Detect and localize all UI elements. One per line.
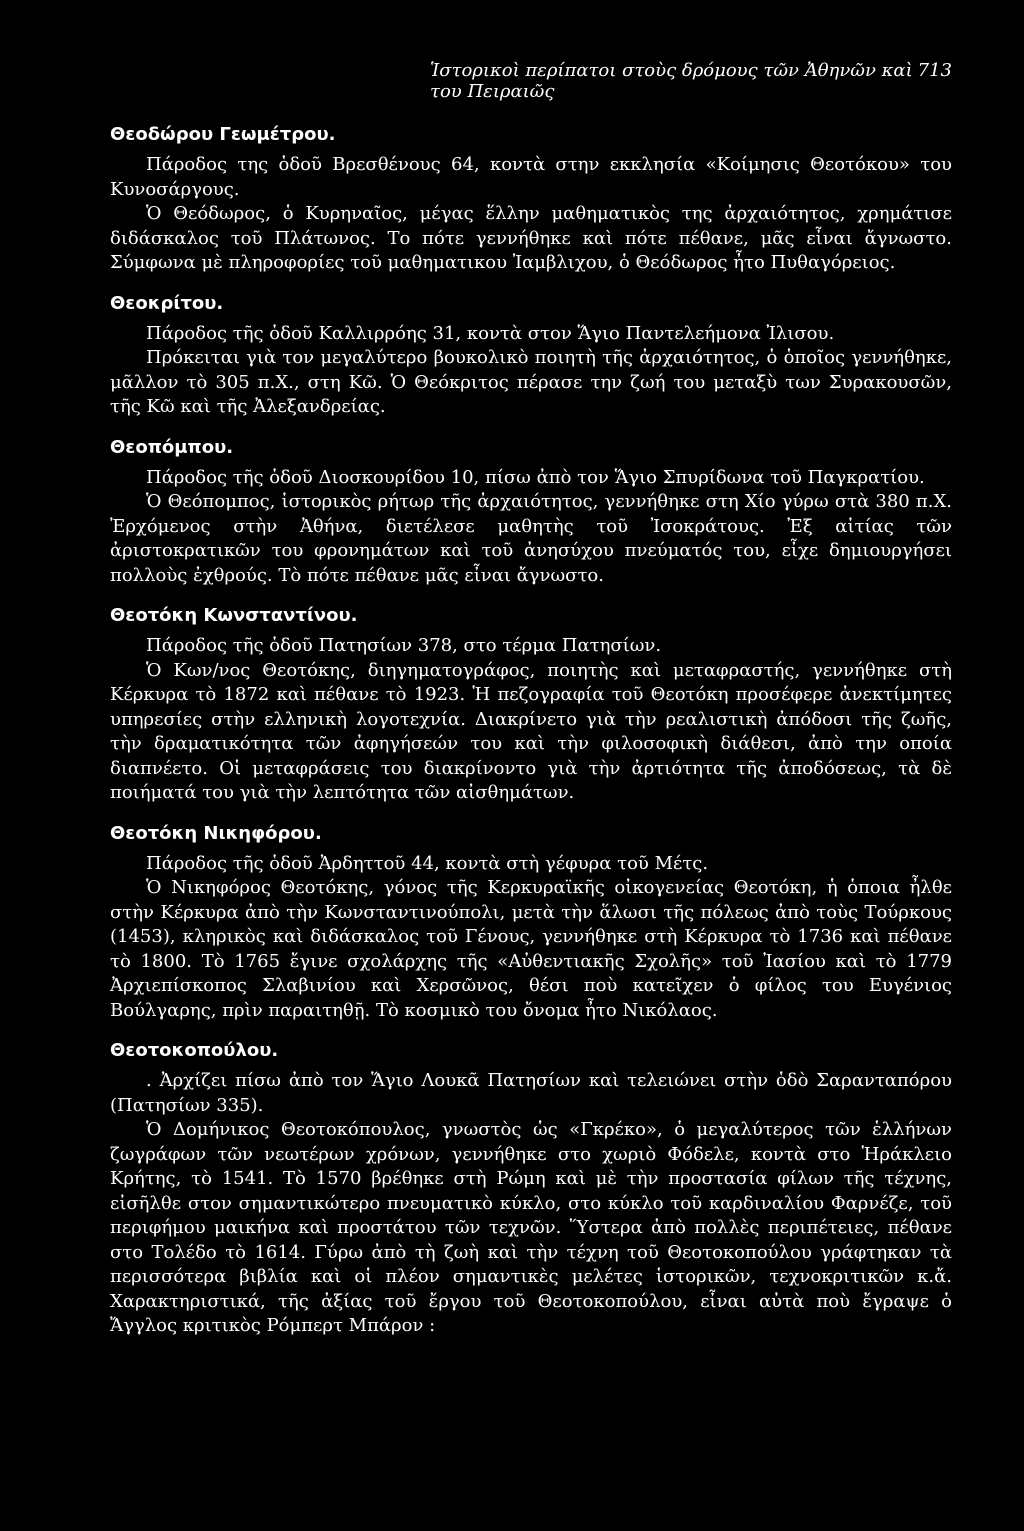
page-number: 713 xyxy=(917,60,952,81)
entry-location: Πάροδος τῆς ὁδοῦ Καλλιρρόης 31, κοντὰ στον Ἅγιο Παντελεήμονα Ἰλισου. xyxy=(146,322,835,344)
entry-heading: Θεοτόκη Νικηφόρου. xyxy=(110,822,322,844)
entry-description: Ὁ Θεόπομπος, ἱστορικὸς ρήτωρ τῆς ἀρχαιότητος, γεννήθηκε στη Χίο γύρω στὰ 380 π.Χ. Ἐρχόμενος στὴν Ἀθήνα, διετέλεσε μαθητὴς τοῦ Ἰσοκράτους. Ἐξ αἰτίας τῶν ἀριστοκρατικῶν του φρονημάτων καὶ τοῦ ἀνησύχου πνεύματός του, εἶχε δημιουργήσει πολλοὺς ἐχθρούς. Τὸ πότε πέθανε μᾶς εἶναι ἄγνωστο. xyxy=(110,491,952,586)
entry-heading: Θεοτοκοπούλου. xyxy=(110,1040,279,1061)
page-body xyxy=(110,124,952,1339)
entry-heading: Θεοτόκη Κωνσταντίνου. xyxy=(110,605,358,626)
entry-description: Ὁ Θεόδωρος, ὁ Κυρηναῖος, μέγας ἕλλην μαθηματικὸς της ἀρχαιότητος, χρημάτισε διδάσκαλος τοῦ Πλάτωνος. Το πότε γεννήθηκε καὶ πότε πέθανε, μᾶς εἶναι ἄγνωστο. Σύμφωνα μὲ πληροφορίες τοῦ μαθηματικου Ἰαμβλιχου, ὁ Θεόδωρος ἦτο Πυθαγόρειος. xyxy=(110,203,952,273)
entry-description: Πρόκειται γιὰ τον μεγαλύτερο βουκολικὸ ποιητὴ τῆς ἀρχαιότητος, ὁ ὁποῖος γεννήθηκε, μᾶλλον τὸ 305 π.Χ., στη Κῶ. Ὁ Θεόκριτος πέρασε την ζωή του μεταξὺ των Συρακουσῶν, τῆς Κῶ καὶ τῆς Ἀλεξανδρείας. xyxy=(110,347,952,417)
entry-heading: Θεοπόμπου. xyxy=(110,436,234,458)
entry-theodorou-geometrou xyxy=(110,124,952,276)
entry-theopompou xyxy=(110,437,952,589)
entry-theokritou xyxy=(110,293,952,420)
entry-location: Πάροδος τῆς ὁδοῦ Διοσκουρίδου 10, πίσω ἀπὸ τον Ἅγιο Σπυρίδωνα τοῦ Παγκρατίου. xyxy=(146,466,925,488)
entry-theotoki-nikiforou xyxy=(110,823,952,1024)
running-title: Ἱστορικοὶ περίπατοι στοὺς δρόμους τῶν Ἀθηνῶν καὶ του Πειραιῶς xyxy=(430,60,913,102)
running-header xyxy=(430,60,952,102)
entry-location: Πάροδος τῆς ὁδοῦ Ἀρδηττοῦ 44, κοντὰ στὴ γέφυρα τοῦ Μέτς. xyxy=(146,852,709,874)
entry-theotoki-konstantinou xyxy=(110,605,952,806)
entry-location: Πάροδος της ὁδοῦ Βρεσθένους 64, κοντὰ στην εκκλησία «Κοίμησις Θεοτόκου» του Κυνοσάργους. xyxy=(110,154,952,200)
entry-heading: Θεοδώρου Γεωμέτρου. xyxy=(110,124,336,145)
entry-theotokopoulou xyxy=(110,1040,952,1339)
entry-description: Ὁ Κων/νος Θεοτόκης, διηγηματογράφος, ποιητὴς καὶ μεταφραστής, γεννήθηκε στὴ Κέρκυρα τὸ 1872 καὶ πέθανε τὸ 1923. Ἡ πεζογραφία τοῦ Θεοτόκη προσέφερε ἀνεκτίμητες υπηρεσίες στὴν ελληνικὴ λογοτεχνία. Διακρίνετο γιὰ τὴν ρεαλιστικὴ ἀπόδοσι τῆς ζωῆς, τὴν δραματικότητα τῶν ἀφηγήσεών του καὶ τὴν φιλοσοφικὴ διάθεσι, ἀπὸ την οποία διαπνέετο. Οἱ μεταφράσεις του διακρίνοντο γιὰ τὴν ἀρτιότητα τῆς ἀποδόσεως, τὰ δὲ ποιήματά του γιὰ τὴν λεπτότητα τῶν αἰσθημάτων. xyxy=(110,659,952,803)
entry-description: Ὁ Νικηφόρος Θεοτόκης, γόνος τῆς Κερκυραϊκῆς οἰκογενείας Θεοτόκη, ἡ ὁποια ἦλθε στὴν Κέρκυρα ἀπὸ τὴν Κωνσταντινούπολι, μετὰ τὴν ἅλωσι τῆς πόλεως ἀπὸ τοὺς Τούρκους (1453), κληρικὸς καὶ διδάσκαλος τοῦ Γένους, γεννήθηκε στὴ Κέρκυρα τὸ 1736 καὶ πέθανε τὸ 1800. Τὸ 1765 ἔγινε σχολάρχης τῆς «Αὐθεντιακῆς Σχολῆς» τοῦ Ἰασίου καὶ τὸ 1779 Ἀρχιεπίσκοπος Σλαβινίου καὶ Χερσῶνος, θέσι ποὺ κατεῖχεν ὁ φίλος του Ευγένιος Βούλγαρης, πρὶν παραιτηθῇ. Τὸ κοσμικὸ του ὄνομα ἦτο Νικόλαος. xyxy=(110,877,952,1021)
entry-location: Πάροδος τῆς ὁδοῦ Πατησίων 378, στο τέρμα Πατησίων. xyxy=(146,635,662,656)
entry-heading: Θεοκρίτου. xyxy=(110,292,224,314)
entry-location: . Ἀρχίζει πίσω ἀπὸ τον Ἅγιο Λουκᾶ Πατησίων καὶ τελειώνει στὴν ὁδὸ Σαρανταπόρου (Πατησίων 335). xyxy=(110,1070,952,1116)
entry-description: Ὁ Δομήνικος Θεοτοκόπουλος, γνωστὸς ὡς «Γκρέκο», ὁ μεγαλύτερος τῶν ἑλλήνων ζωγράφων τῶν νεωτέρων χρόνων, γεννήθηκε στο χωριὸ Φόδελε, κοντὰ στο Ἡράκλειο Κρήτης, τὸ 1541. Τὸ 1570 βρέθηκε στὴ Ρώμη καὶ μὲ τὴν προστασία φίλων τῆς τέχνης, εἰσῆλθε στον σημαντικώτερο πνευματικὸ κύκλο, στο κύκλο τοῦ καρδιναλίου Φαρνέζε, τοῦ περιφήμου μαικήνα καὶ προστάτου τῶν τεχνῶν. Ὕστερα ἀπὸ πολλὲς περιπέτειες, πέθανε στο Τολέδο τὸ 1614. Γύρω ἀπὸ τὴ ζωὴ καὶ τὴν τέχνη τοῦ Θεοτοκοπούλου γράφτηκαν τὰ περισσότερα βιβλία καὶ οἱ πλέον σημαντικὲς μελέτες ἱστορικῶν, τεχνοκριτικῶν κ.ἄ. Χαρακτηριστικά, τῆς ἀξίας τοῦ ἔργου τοῦ Θεοτοκοπούλου, εἶναι αὐτὰ ποὺ ἔγραψε ὁ Ἄγγλος κριτικὸς Ρόμπερτ Μπάρον : xyxy=(110,1119,952,1336)
